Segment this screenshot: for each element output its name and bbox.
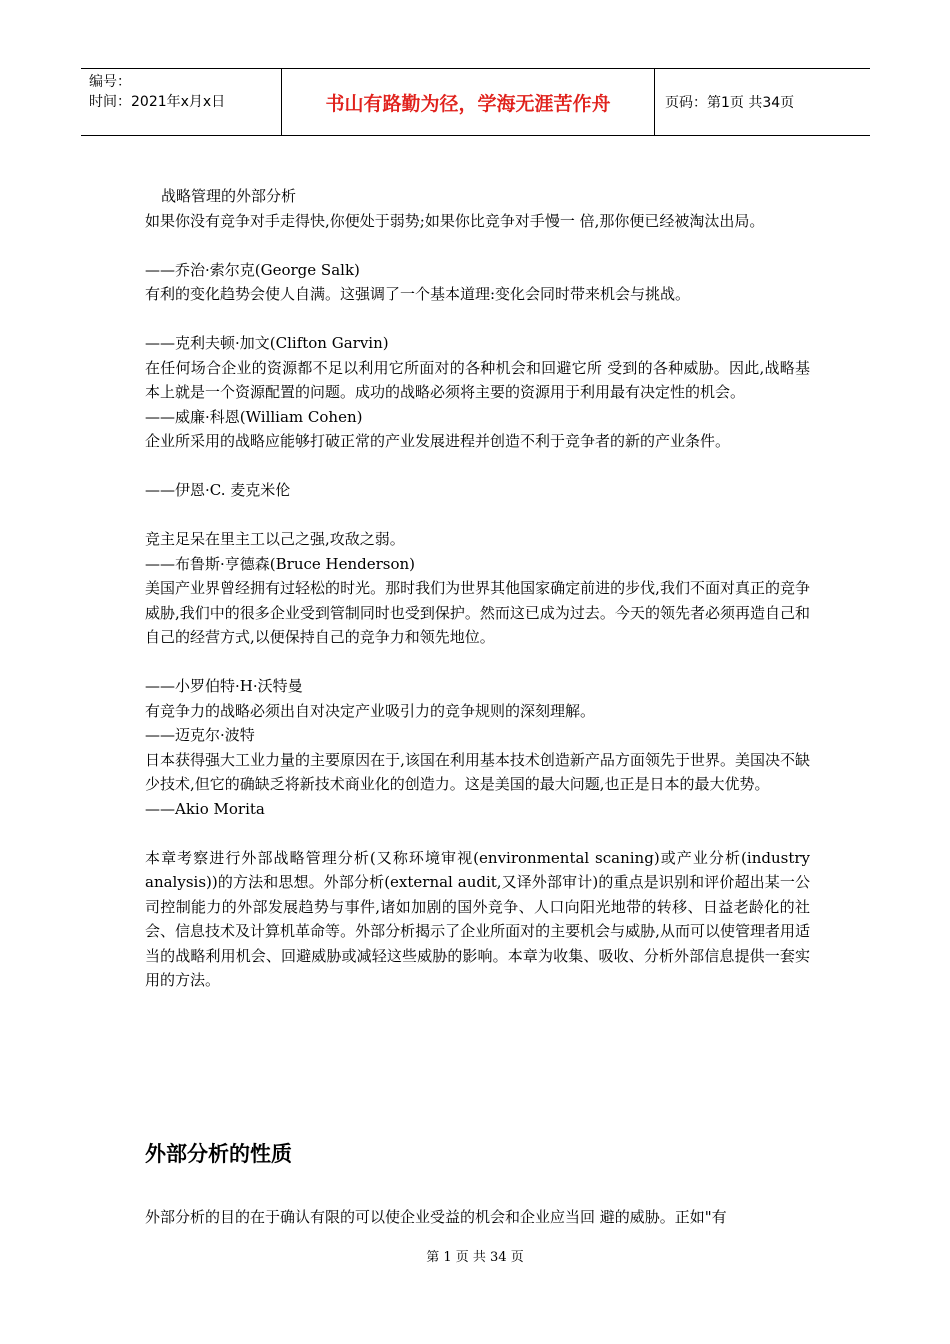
quote-text: 如果你没有竞争对手走得快,你便处于弱势;如果你比竞争对手慢一 倍,那你便已经被淘汰出局。 (145, 211, 765, 230)
quote-text: 日本获得强大工业力量的主要原因在于,该国在利用基本技术创造新产品方面领先于世界。美国决不缺少技术,但它的确缺乏将新技术商业化的创造力。这是美国的最大问题,也正是日本的最大优势。 (145, 750, 810, 793)
quote-author: ——迈克尔·波特 (145, 726, 255, 744)
quote-author: ——克利夫顿·加文(Clifton Garvin) (145, 334, 389, 352)
header-meta (81, 69, 282, 135)
header-motto: 书山有路勤为径，学海无涯苦作舟 (282, 69, 655, 135)
quote-author: ——伊恩·C. 麦克米伦 (145, 481, 291, 499)
quote-author: ——威廉·科恩(William Cohen) (145, 407, 363, 426)
quote-text: 美国产业界曾经拥有过轻松的时光。那时我们为世界其他国家确定前进的步伐,我们不面对真正的竞争威胁,我们中的很多企业受到管制同时也受到保护。然而这已成为过去。今天的领先者必须再造自己和自己的经营方式,以便保持自己的竞争力和领先地位。 (145, 579, 810, 646)
document-body (145, 184, 810, 993)
time-label: 时间：2021年x月x日 (89, 94, 226, 110)
section-heading: 外部分析的性质 (145, 1142, 292, 1166)
quote-text: 有竞争力的战略必须出自对决定产业吸引力的竞争规则的深刻理解。 (145, 701, 596, 720)
quote-author: ——Akio Morita (145, 799, 265, 818)
quote-author: ——布鲁斯·亨德森(Bruce Henderson) (145, 554, 416, 573)
quote-text: 在任何场合企业的资源都不足以利用它所面对的各种机会和回避它所 受到的各种威胁。因此,战略基本上就是一个资源配置的问题。成功的战略必须将主要的资源用于利用最有决定性的机会。 (145, 358, 810, 401)
quote-author: ——小罗伯特·H·沃特曼 (145, 677, 303, 695)
header-page-info: 页码：第1页 共34页 (665, 95, 795, 111)
intro-paragraph: 本章考察进行外部战略管理分析(又称环境审视(environmental scaning)或产业分析(industry analysis))的方法和思想。外部分析(external audit,又译外部审计)的重点是识别和评价超出某一公司控制能力的外部发展趋势与事件,诸如加剧的国外竞争、人口向阳光地带的转移、日益老龄化的社会、信息技术及计算机革命等。外部分析揭示了企业所面对的主要机会与威胁,从而可以使管理者用适当的战略利用机会、回避威胁或减轻这些威胁的影响。本章为收集、吸收、分析外部信息提供一套实用的方法。 (145, 848, 810, 989)
quote-text: 有利的变化趋势会使人自满。这强调了一个基本道理:变化会同时带来机会与挑战。 (145, 285, 691, 303)
quote-text: 竞主足呆在里主工以己之强,攻敌之弱。 (145, 530, 405, 548)
doc-title: 战略管理的外部分析 (161, 187, 297, 205)
section-paragraph: 外部分析的目的在于确认有限的可以使企业受益的机会和企业应当回 避的威胁。正如"有 (145, 1208, 727, 1226)
quote-author: ——乔治·索尔克(George Salk) (145, 260, 360, 279)
number-label: 编号： (89, 74, 131, 90)
page-footer: 第 1 页 共 34 页 (426, 1250, 524, 1265)
quote-text: 企业所采用的战略应能够打破正常的产业发展进程并创造不利于竞争者的新的产业条件。 (145, 432, 731, 450)
page-header (81, 68, 870, 136)
